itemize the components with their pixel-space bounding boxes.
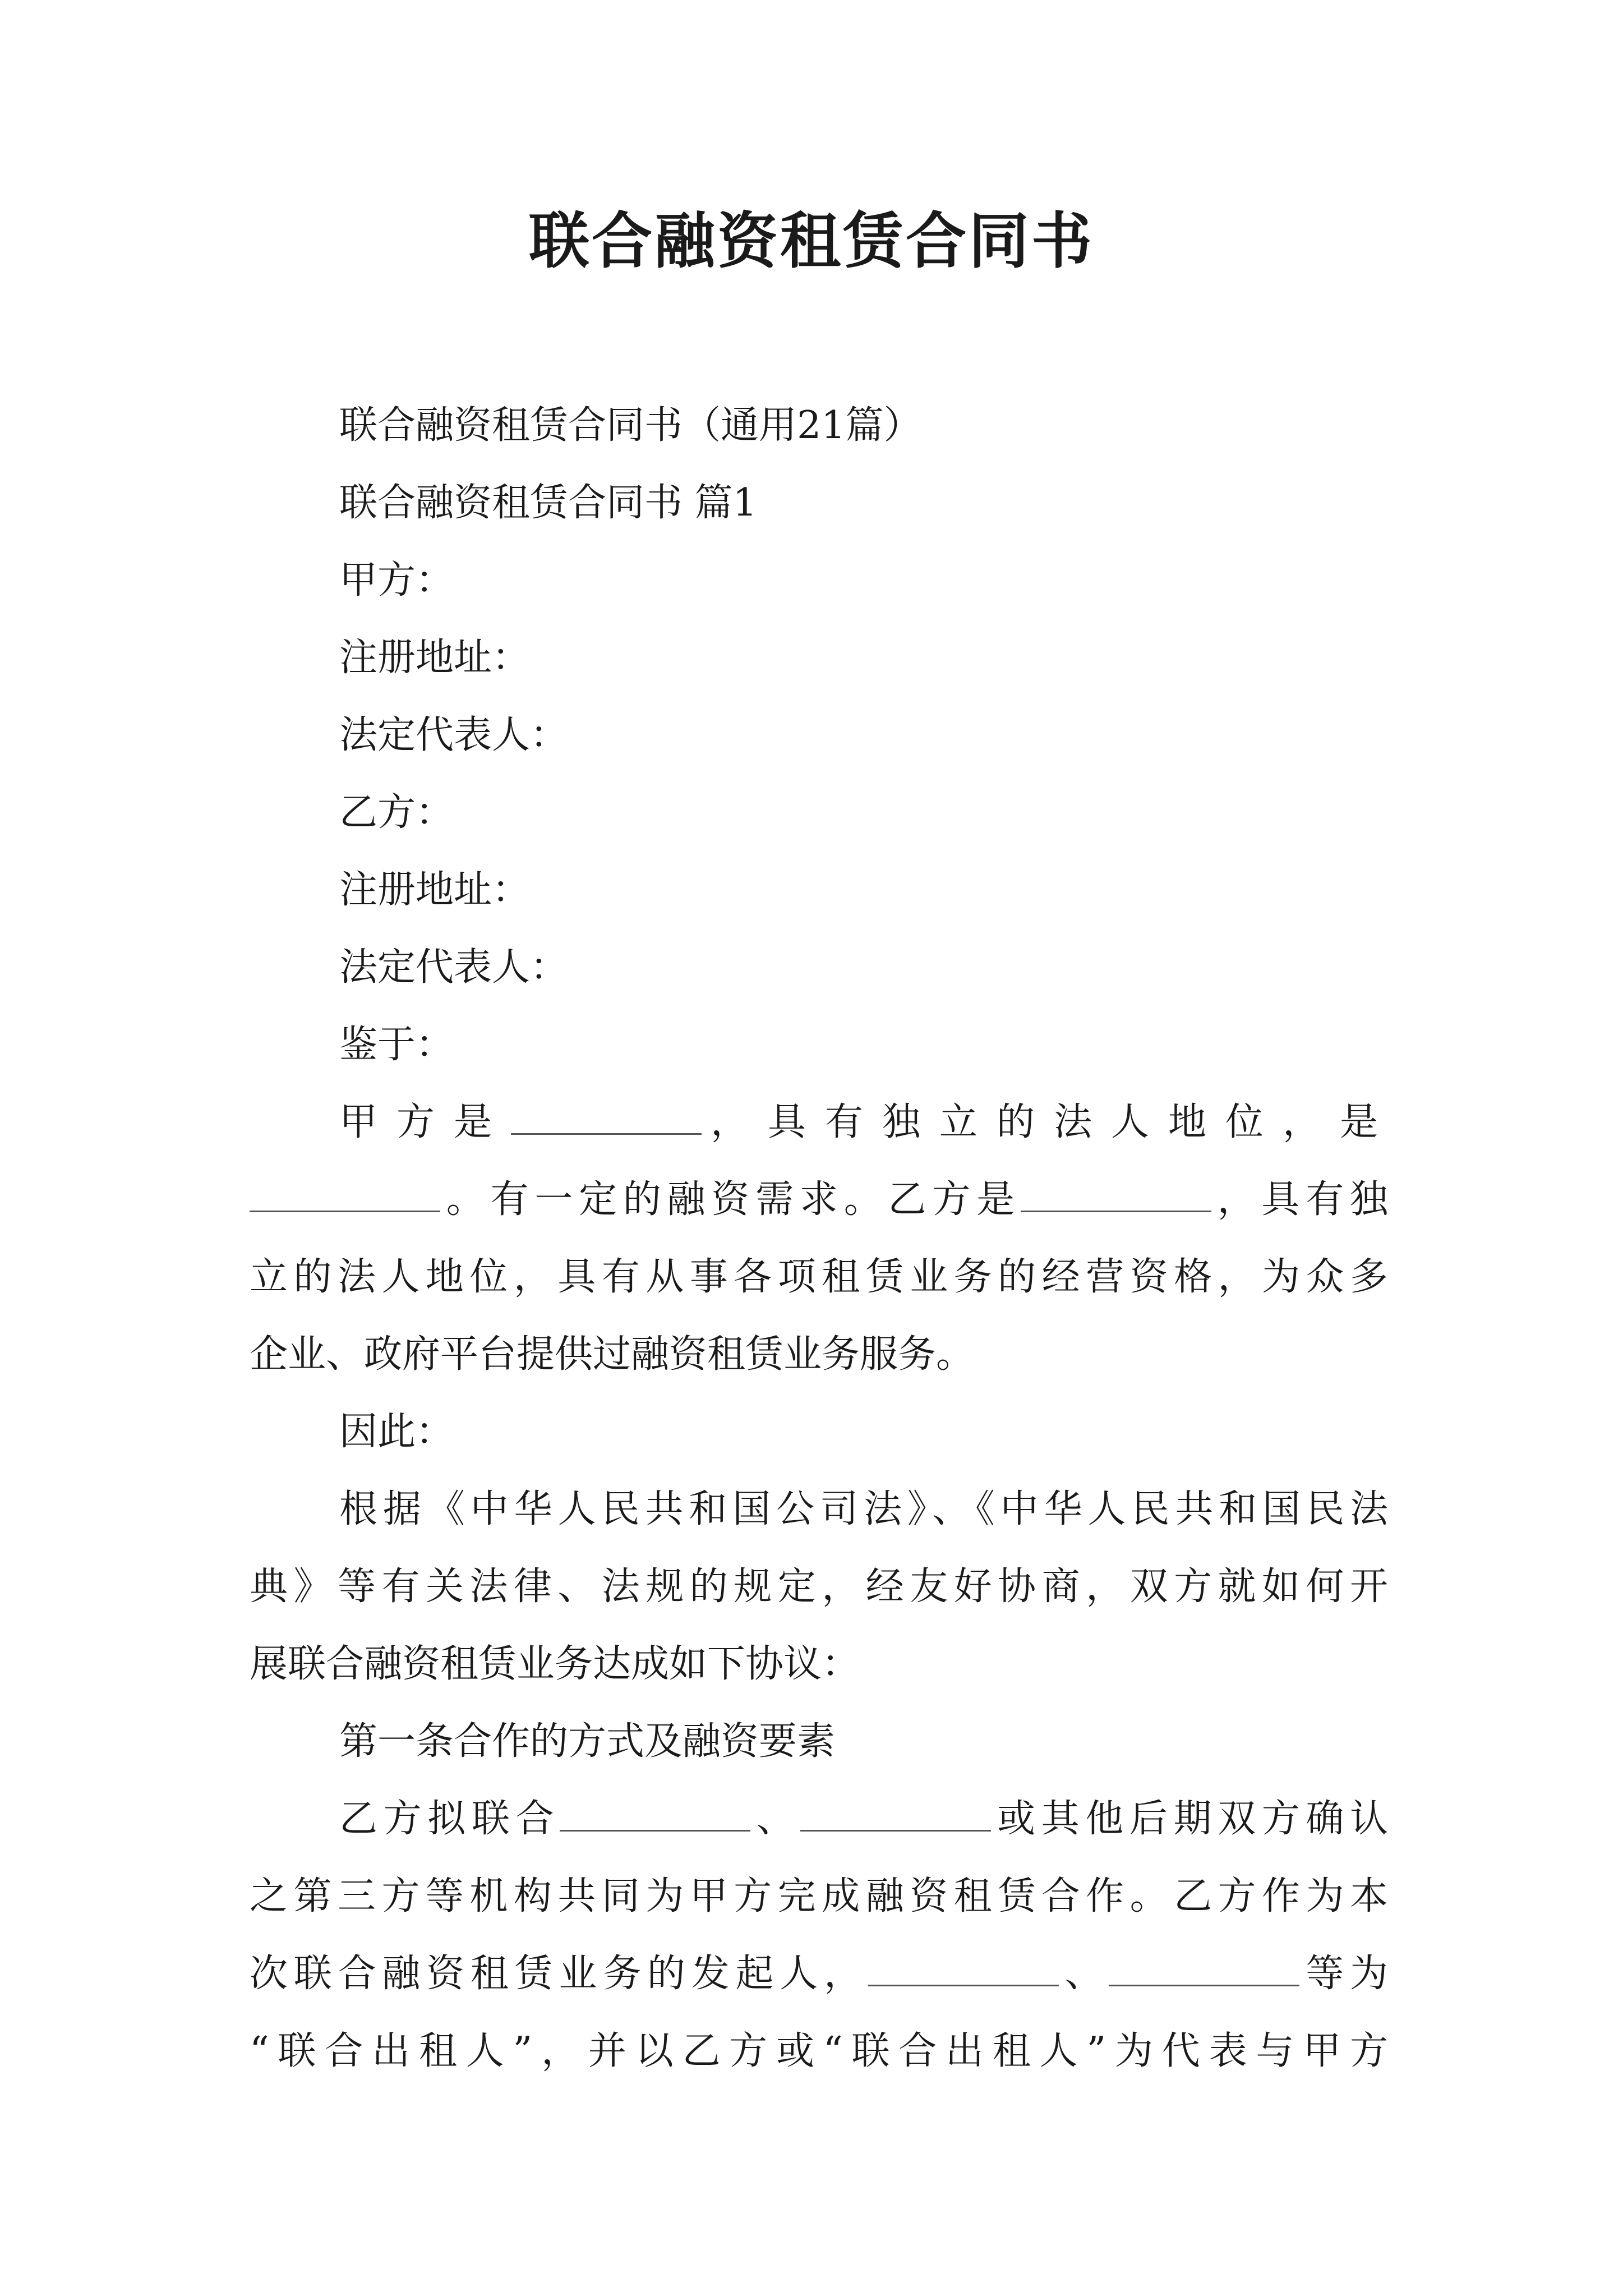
party-b-representative: 法定代表人： xyxy=(339,945,569,990)
document-body xyxy=(250,387,1388,2090)
document-title: 联合融资租赁合同书 xyxy=(528,206,1094,277)
paragraph-2-line-1: 根据《中华人民共和国公司法》、《中华人民共和国民法 xyxy=(339,1487,1388,1531)
paragraph-3 xyxy=(250,1780,1388,2090)
blank-field xyxy=(560,1796,750,1832)
text-span: 。有一定的融资需求。乙方是 xyxy=(440,1177,1021,1222)
blank-field xyxy=(1109,1951,1299,1986)
article-1-heading: 第一条合作的方式及融资要素 xyxy=(339,1719,836,1764)
text-span: 、 xyxy=(750,1797,801,1841)
paragraph-2-line-3: 展联合融资租赁业务达成如下协议： xyxy=(250,1642,860,1686)
section-line: 联合融资租赁合同书 篇1 xyxy=(339,481,757,525)
text-span: 次联合融资租赁业务的发起人， xyxy=(250,1952,868,1996)
paragraph-2 xyxy=(250,1471,1388,1703)
party-a-representative: 法定代表人： xyxy=(339,713,569,757)
party-b-label: 乙方： xyxy=(339,790,454,835)
paragraph-1-line-1 xyxy=(250,1084,1388,1161)
text-span: 甲方是 xyxy=(339,1100,511,1144)
party-b-address: 注册地址： xyxy=(339,868,531,912)
paragraph-3-line-3 xyxy=(250,1935,1388,2013)
paragraph-1-line-4: 企业、政府平台提供过融资租赁业务服务。 xyxy=(250,1332,975,1377)
paragraph-1-line-2 xyxy=(250,1161,1388,1239)
party-a-address: 注册地址： xyxy=(339,636,531,680)
paragraph-2-line-2: 典》等有关法律、法规的规定，经友好协商，双方就如何开 xyxy=(250,1565,1388,1609)
paragraph-3-line-1 xyxy=(250,1780,1388,1858)
heading-line: 联合融资租赁合同书（通用21篇） xyxy=(339,403,922,448)
whereas-label: 鉴于： xyxy=(339,1023,454,1067)
paragraph-1 xyxy=(250,1084,1388,1393)
text-span: 等为 xyxy=(1299,1952,1388,1996)
text-span: 、 xyxy=(1058,1952,1109,1996)
text-span: ，具有独 xyxy=(1211,1177,1388,1222)
paragraph-3-line-2: 之第三方等机构共同为甲方完成融资租赁合作。乙方作为本 xyxy=(250,1874,1388,1918)
text-span: 或其他后期双方确认 xyxy=(991,1797,1388,1841)
therefore-label: 因此： xyxy=(339,1410,454,1454)
blank-field xyxy=(250,1177,440,1212)
paragraph-3-line-4: “联合出租人”，并以乙方或“联合出租人”为代表与甲方 xyxy=(250,2029,1388,2073)
blank-field xyxy=(800,1796,991,1832)
text-span: ，具有独立的法人地位，是 xyxy=(702,1100,1388,1144)
blank-field xyxy=(868,1951,1059,1986)
text-span: 乙方拟联合 xyxy=(339,1797,560,1841)
paragraph-1-line-3: 立的法人地位，具有从事各项租赁业务的经营资格，为众多 xyxy=(250,1255,1388,1299)
party-a-label: 甲方： xyxy=(339,558,454,602)
blank-field xyxy=(1021,1177,1211,1212)
blank-field xyxy=(511,1099,702,1135)
